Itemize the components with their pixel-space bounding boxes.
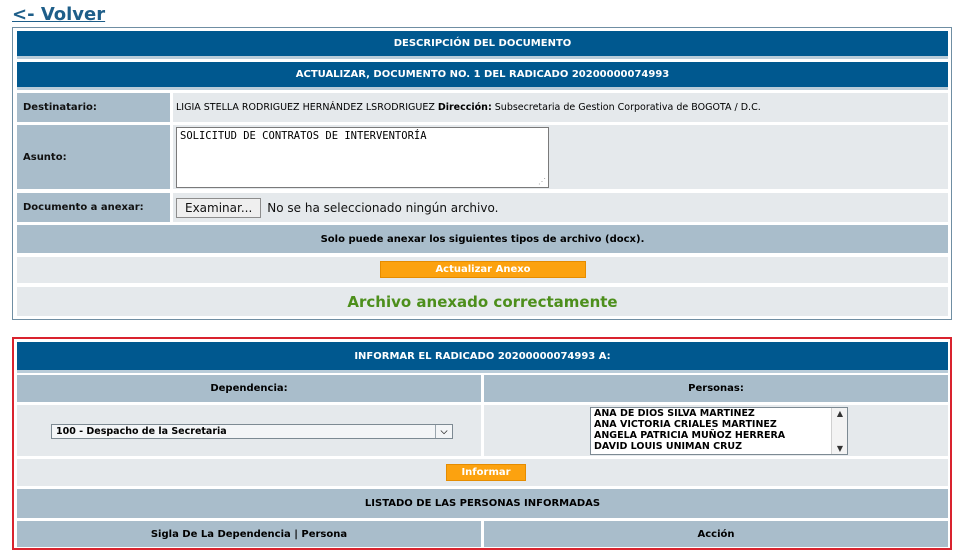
allowed-types-note-row: [17, 225, 948, 253]
recipient-value-cell: [173, 93, 948, 122]
scroll-up-icon[interactable]: ▲: [836, 409, 844, 418]
back-link[interactable]: <- Volver: [12, 4, 106, 25]
inform-header-title: INFORMAR EL RADICADO 20200000074993 A:: [354, 350, 611, 362]
subject-value-cell: [173, 125, 948, 189]
column-dependency-person-label: Sigla De La Dependencia | Persona: [150, 528, 348, 540]
persons-option[interactable]: DAVID LOUIS UNIMAN CRUZ: [594, 441, 743, 452]
document-update-subheader: [17, 62, 948, 90]
document-panel: [12, 27, 952, 320]
subject-text: SOLICITUD DE CONTRATOS DE INTERVENTORÍA: [180, 130, 427, 142]
attach-label: Documento a anexar:: [17, 193, 170, 222]
subject-row: [17, 125, 948, 189]
column-action: [484, 521, 948, 547]
update-attachment-button[interactable]: Actualizar Anexo: [380, 261, 586, 278]
dependency-selected-value: 100 - Despacho de la Secretaria: [56, 426, 227, 437]
informed-list-title-row: [17, 489, 948, 518]
persons-listbox[interactable]: [590, 407, 848, 455]
dependency-column-header: [17, 375, 481, 402]
listbox-scrollbar[interactable]: [831, 408, 847, 454]
resize-grip-icon[interactable]: ⋰: [538, 177, 546, 186]
inform-button[interactable]: Informar: [446, 464, 526, 481]
inform-panel: [12, 337, 952, 550]
attach-row: [17, 193, 948, 222]
column-dependency-person: [17, 521, 481, 547]
inform-header: [17, 342, 948, 373]
persons-cell: [484, 405, 948, 456]
success-message: Archivo anexado correctamente: [347, 292, 618, 311]
subject-label: Asunto:: [17, 125, 170, 189]
success-message-row: [17, 287, 948, 316]
inform-button-row: [17, 459, 948, 486]
informed-list-title: LISTADO DE LAS PERSONAS INFORMADAS: [364, 498, 601, 509]
recipient-row: [17, 93, 948, 122]
address-value: Subsecretaria de Gestion Corporativa de BOGOTA / D.C.: [494, 102, 761, 113]
document-update-title: ACTUALIZAR, DOCUMENTO NO. 1 DEL RADICADO 20200000074993: [295, 69, 670, 80]
dependency-label: Dependencia:: [210, 383, 288, 394]
dependency-cell: [17, 405, 481, 456]
chevron-down-icon[interactable]: ⌵: [435, 425, 452, 438]
column-action-label: Acción: [697, 528, 735, 540]
persons-label: Personas:: [688, 383, 744, 394]
informed-list-columns: [17, 521, 948, 547]
address-label: Dirección:: [437, 102, 492, 113]
persons-option[interactable]: ANA DE DIOS SILVA MARTINEZ: [594, 408, 755, 419]
dependency-select[interactable]: [51, 424, 453, 439]
persons-option[interactable]: ANA VICTORIA CRIALES MARTINEZ: [594, 419, 777, 430]
recipient-value: LIGIA STELLA RODRIGUEZ HERNÁNDEZ LSRODRIGUEZ: [176, 102, 435, 113]
document-description-header: [17, 31, 948, 59]
recipient-label: Destinatario:: [17, 93, 170, 122]
document-description-title: DESCRIPCIÓN DEL DOCUMENTO: [393, 38, 572, 49]
update-button-row: [17, 257, 948, 283]
attach-value-cell: [173, 193, 948, 222]
scroll-down-icon[interactable]: ▼: [836, 444, 844, 453]
persons-column-header: [484, 375, 948, 402]
browse-file-button[interactable]: Examinar...: [176, 198, 261, 218]
persons-option[interactable]: ANGELA PATRICIA MUÑOZ HERRERA: [594, 430, 786, 441]
inform-selection-row: [17, 405, 948, 456]
allowed-types-note: Solo puede anexar los siguientes tipos de archivo (docx).: [320, 233, 645, 245]
no-file-selected-text: No se ha seleccionado ningún archivo.: [267, 200, 499, 215]
subject-textarea[interactable]: [176, 127, 549, 188]
inform-columns-header: [17, 375, 948, 402]
